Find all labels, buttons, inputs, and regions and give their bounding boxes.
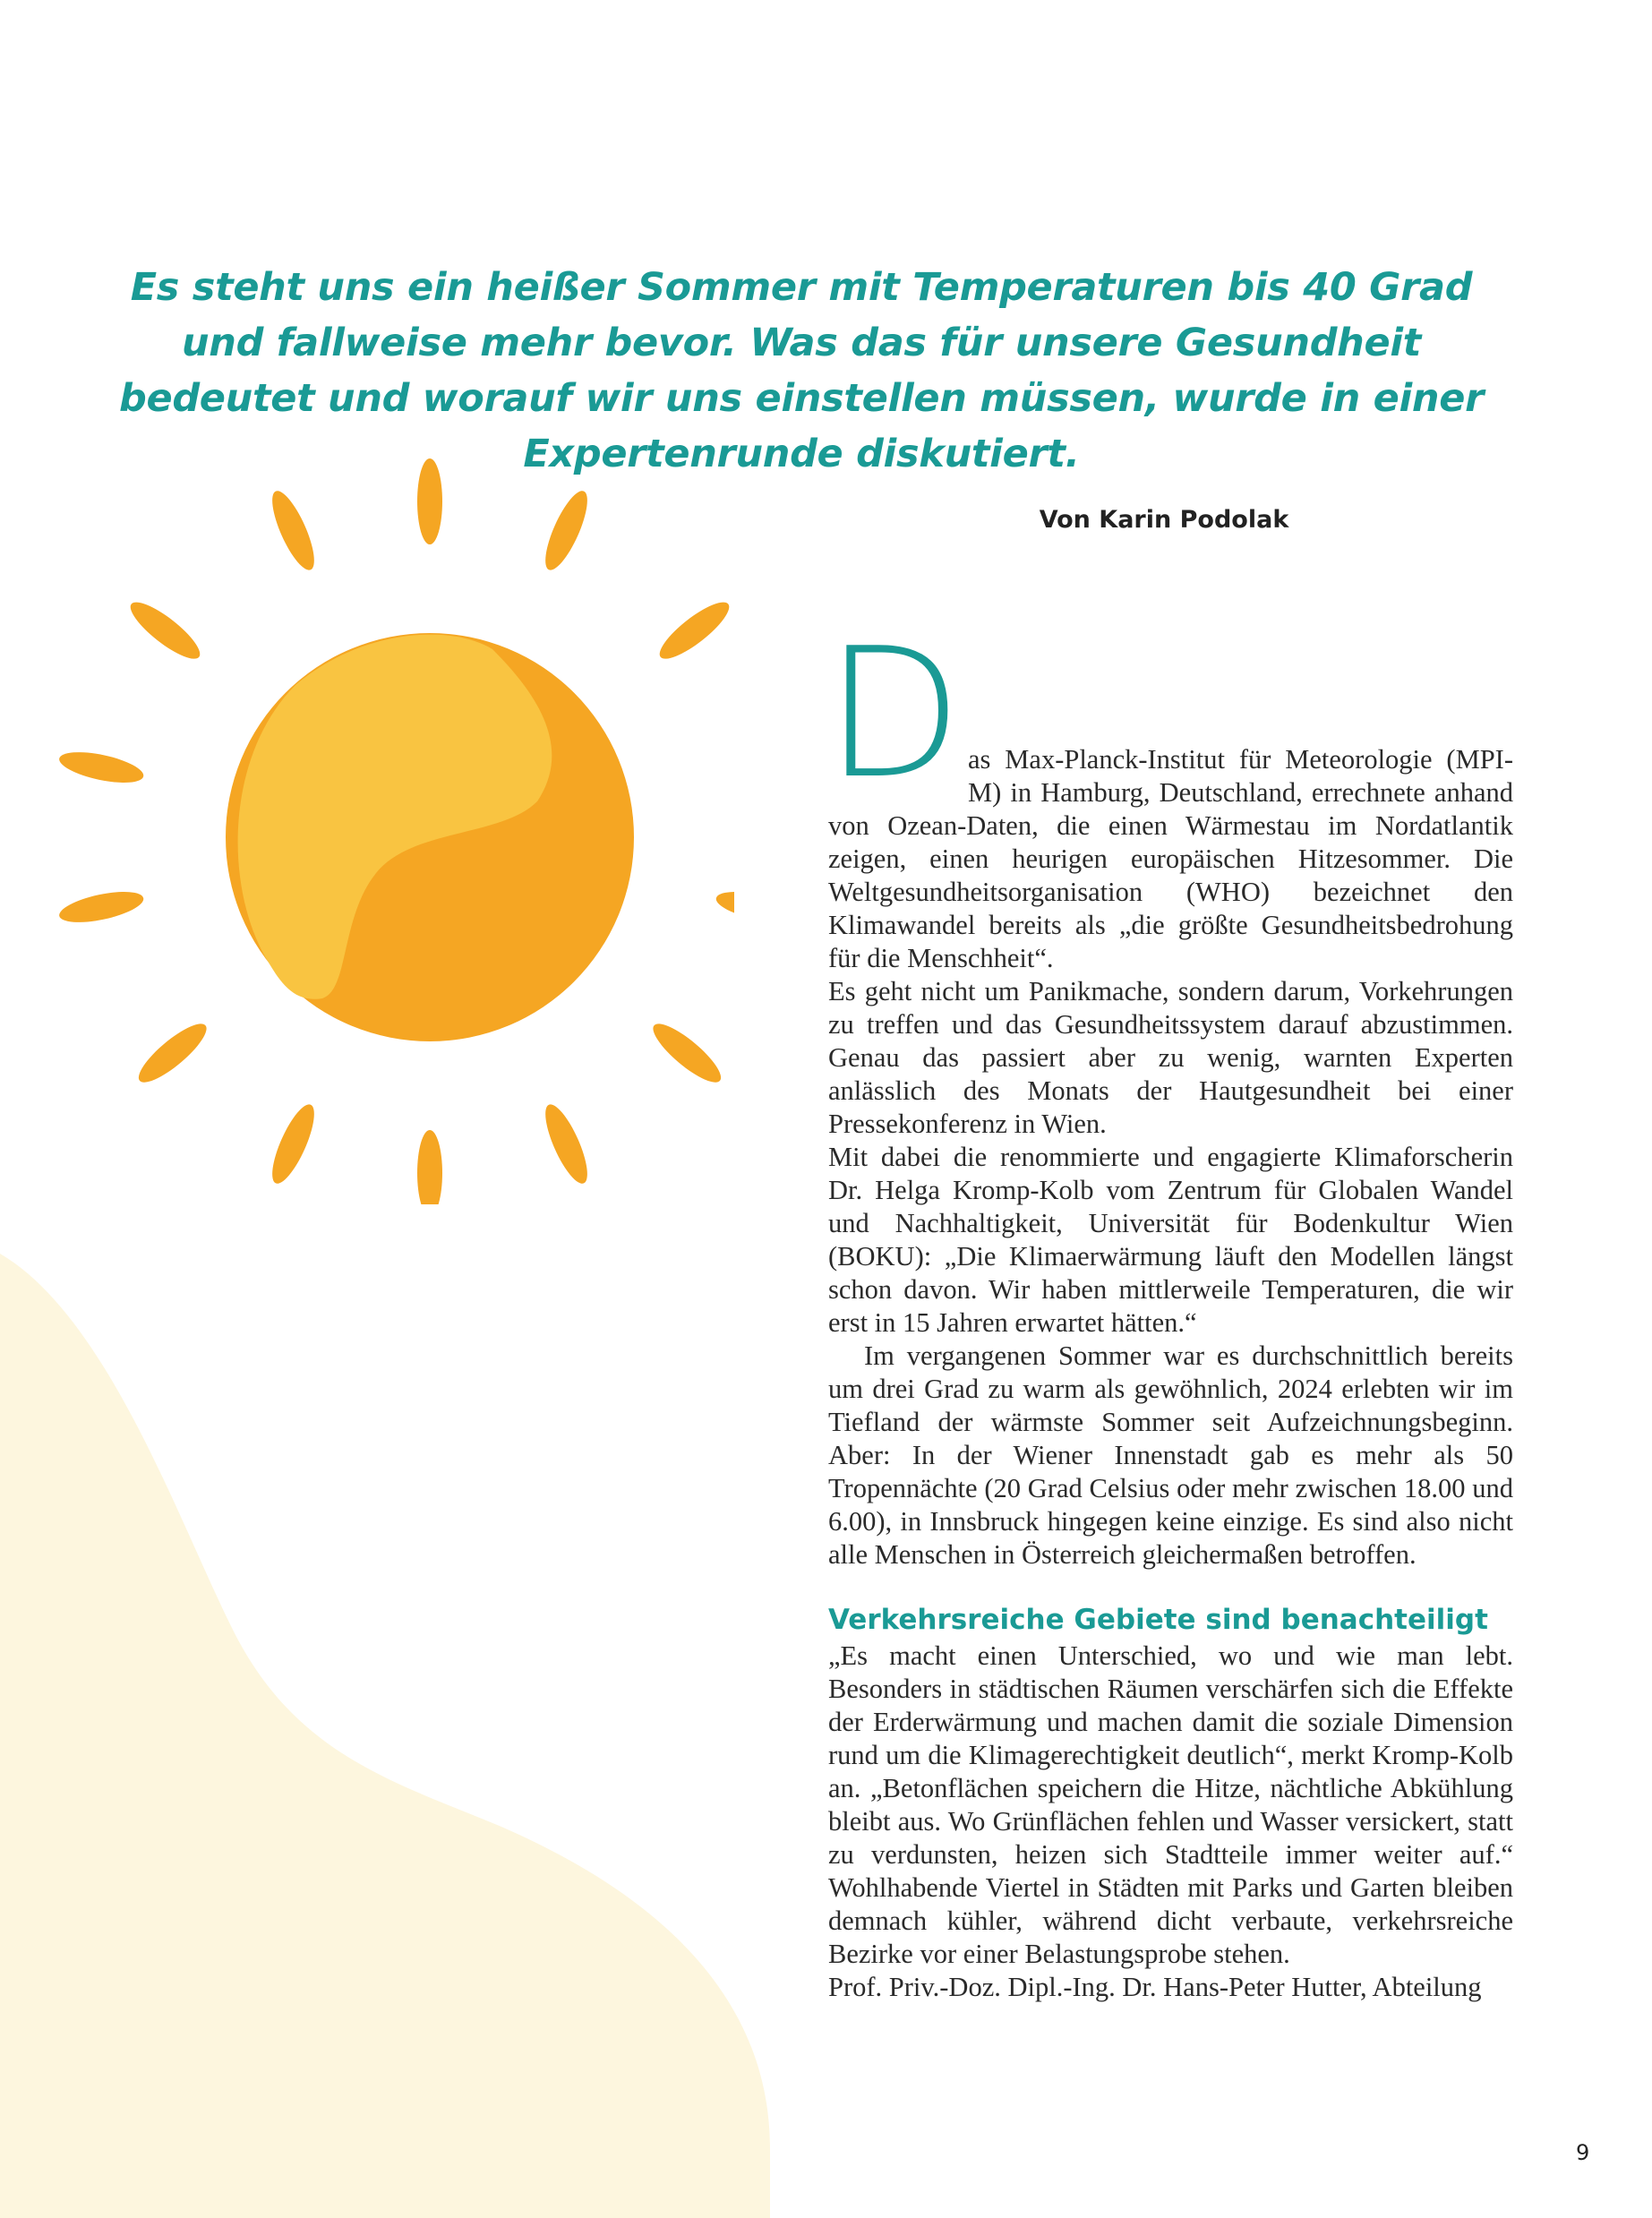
drop-cap: D (825, 610, 963, 818)
sun-ray (714, 886, 734, 928)
sun-ray (537, 1100, 595, 1188)
article-paragraph: Im vergangenen Sommer war es durchschnittlich bereits um drei Grad zu warm als gewöhnlich, 2024 erlebten wir im Tiefland der wärmste Sommer seit Aufzeichnungsbeginn. Aber: In der Wiener Innenstadt gab es mehr als 50 Tropennächte (20 Grad Celsius oder mehr zwischen 18.00 und 6.00), in Innsbruck hingegen keine einzige. Es sind also nicht alle Menschen in Österreich gleichermaßen betroffen. (828, 1340, 1513, 1570)
sun-ray (264, 1100, 322, 1188)
byline: Von Karin Podolak (1039, 506, 1289, 534)
article-paragraph: Mit dabei die renommierte und engagierte Klimaforscherin Dr. Helga Kromp-Kolb vom Zentrum für Globalen Wandel und Nachhaltigkeit, Universität für Bodenkultur Wien (BOKU): „Die Klimaerwärmung läuft den Modellen längst schon davon. Wir haben mittlerweile Temperaturen, die wir erst in 15 Jahren erwartet hätten.“ (828, 1142, 1513, 1338)
sun-ray (646, 1015, 728, 1090)
article-paragraph: „Es macht einen Unterschied, wo und wie man lebt. Besonders in städtischen Räumen verschärfen sich die Effekte der Erderwärmung und machen damit die soziale Dimension rund um die Klimagerechtigkeit deutlich“, merkt Kromp-Kolb an. „Betonflächen speichern die Hitze, nächtliche Abkühlung bleibt aus. Wo Grünflächen fehlen und Wasser versickert, statt zu verdunsten, heizen sich Stadtteile immer weiter auf.“ Wohlhabende Viertel in Städten mit Parks und Garten bleiben demnach kühler, während dicht verbaute, verkehrsreiche Bezirke vor einer Belastungsprobe stehen. (828, 1640, 1513, 1969)
sun-ray (653, 595, 734, 667)
lead-paragraph: Es steht uns ein heißer Sommer mit Temperaturen bis 40 Grad und fallweise mehr bevor. Was das für unsere Gesundheit bedeutet und worauf wir uns einstellen müssen, wurde in einer Expertenrunde diskutiert. (118, 265, 1485, 476)
sun-ray (264, 486, 322, 575)
sun-ray (132, 1015, 214, 1090)
sun-ray (56, 886, 146, 928)
sun-ray (537, 486, 595, 575)
sun-ray (417, 458, 442, 544)
page-number: 9 (1576, 2140, 1590, 2165)
article-paragraph: Es geht nicht um Panikmache, sondern darum, Vorkehrungen zu treffen und das Gesundheitssystem darauf abzustimmen. Genau das passiert aber zu wenig, warnten Experten anlässlich des Monats der Hautgesundheit bei einer Pressekonferenz in Wien. (828, 976, 1513, 1139)
article-body (825, 610, 1513, 2004)
sun-ray (56, 746, 146, 788)
section-heading: Verkehrsreiche Gebiete sind benachteiligt (828, 1604, 1488, 1636)
sun-illustration (54, 452, 734, 1204)
article-paragraph: as Max-Planck-Institut für Meteorologie (MPI-M) in Hamburg, Deutschland, errechnete anhand von Ozean-Daten, die einen Wärmestau im Nordatlantik zeigen, einen heurigen europäischen Hitzesommer. Die Weltgesundheitsorganisation (WHO) bezeichnet den Klimawandel bereits als „die größte Gesundheitsbedrohung für die Menschheit“. (828, 744, 1513, 973)
sun-ray (124, 595, 207, 667)
sun-ray (417, 1130, 442, 1204)
article-paragraph: Prof. Priv.-Doz. Dipl.-Ing. Dr. Hans-Peter Hutter, Abteilung (828, 1972, 1482, 2002)
